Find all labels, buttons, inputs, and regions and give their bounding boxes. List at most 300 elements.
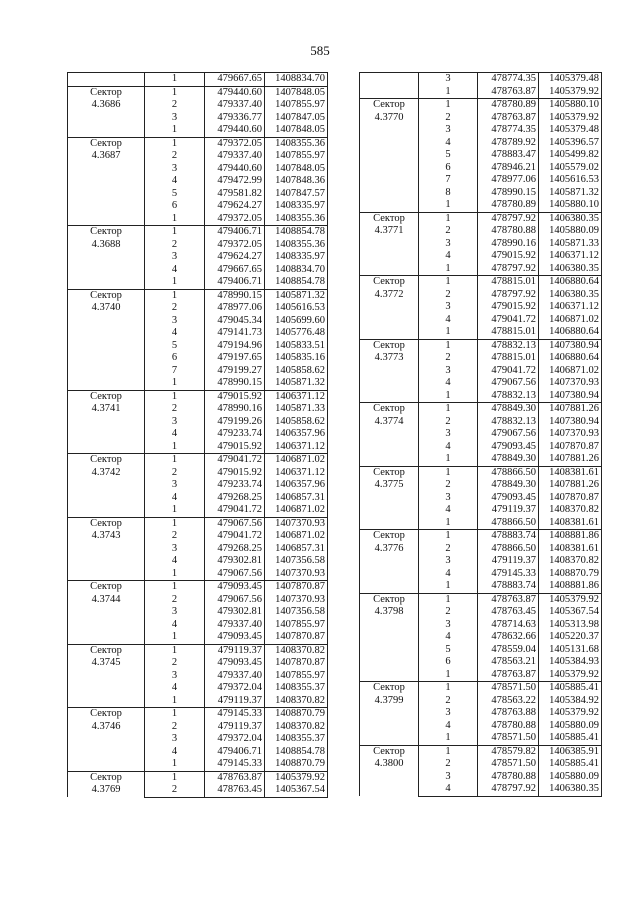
coordinate-x: 479406.71 <box>205 226 265 239</box>
coordinate-y: 1408381.61 <box>539 543 602 556</box>
point-number: 4 <box>419 504 478 517</box>
coordinate-x: 479199.26 <box>205 416 265 429</box>
coordinate-x: 479067.56 <box>205 594 265 607</box>
point-number: 4 <box>145 327 205 340</box>
point-number: 1 <box>145 441 205 454</box>
table-row <box>360 466 602 479</box>
coordinate-y: 1406880.64 <box>539 276 602 289</box>
point-number: 3 <box>419 238 478 251</box>
coordinate-y: 1406357.96 <box>265 479 328 492</box>
coordinate-y: 1407881.26 <box>539 453 602 466</box>
sector-name: Сектор 4.3798 <box>360 593 419 682</box>
coordinate-x: 478797.92 <box>478 289 539 302</box>
coordinate-x: 479015.92 <box>478 250 539 263</box>
point-number: 2 <box>419 606 478 619</box>
coordinate-y: 1405384.93 <box>539 656 602 669</box>
point-number: 8 <box>419 187 478 200</box>
point-number: 4 <box>145 264 205 277</box>
point-number: 4 <box>419 720 478 733</box>
point-number: 5 <box>419 644 478 657</box>
coordinate-x: 478780.88 <box>478 771 539 784</box>
coordinate-y: 1408381.61 <box>539 517 602 530</box>
point-number: 2 <box>145 239 205 252</box>
coordinate-y: 1406380.35 <box>539 783 602 796</box>
coordinate-y: 1405880.10 <box>539 199 602 212</box>
point-number: 1 <box>419 276 478 289</box>
point-number: 6 <box>145 200 205 213</box>
coordinate-y: 1405313.98 <box>539 619 602 632</box>
point-number: 5 <box>419 149 478 162</box>
point-number: 3 <box>419 771 478 784</box>
point-number: 3 <box>145 670 205 683</box>
table-row <box>68 644 328 657</box>
coordinate-y: 1405367.54 <box>265 784 328 797</box>
coordinate-x: 478832.13 <box>478 416 539 429</box>
coordinate-x: 478780.89 <box>478 199 539 212</box>
point-number: 3 <box>145 733 205 746</box>
point-number: 4 <box>145 619 205 632</box>
sector-name: Сектор 4.3773 <box>360 339 419 403</box>
coordinate-y: 1407847.57 <box>265 188 328 201</box>
coordinate-x: 478571.50 <box>478 682 539 695</box>
table-row <box>360 339 602 352</box>
left-column <box>67 72 328 798</box>
coordinate-x: 479067.56 <box>205 568 265 581</box>
coordinate-y: 1407870.87 <box>265 631 328 644</box>
coordinate-x: 479119.37 <box>205 695 265 708</box>
coordinate-x: 479336.77 <box>205 112 265 125</box>
sector-name: Сектор 4.3740 <box>68 289 145 390</box>
coordinate-x: 479041.72 <box>205 504 265 517</box>
coordinate-x: 478571.50 <box>478 732 539 745</box>
coordinate-x: 478780.88 <box>478 720 539 733</box>
coordinate-y: 1405871.33 <box>265 403 328 416</box>
point-number: 3 <box>145 479 205 492</box>
coordinate-y: 1407848.36 <box>265 175 328 188</box>
coordinate-x: 479015.92 <box>478 301 539 314</box>
point-number: 1 <box>419 199 478 212</box>
table-row <box>68 86 328 99</box>
point-number: 2 <box>419 479 478 492</box>
table-row <box>68 708 328 721</box>
coordinate-y: 1405379.92 <box>265 771 328 784</box>
coordinate-x: 479372.05 <box>205 213 265 226</box>
coordinate-y: 1407848.05 <box>265 124 328 137</box>
coordinate-y: 1405616.53 <box>539 174 602 187</box>
point-number: 1 <box>419 530 478 543</box>
coordinate-x: 479667.65 <box>205 264 265 277</box>
point-number: 3 <box>145 543 205 556</box>
coordinate-y: 1405379.92 <box>539 669 602 682</box>
coordinate-x: 479067.56 <box>205 517 265 530</box>
coordinate-x: 478559.04 <box>478 644 539 657</box>
coordinate-x: 478990.15 <box>205 289 265 302</box>
point-number: 4 <box>419 783 478 796</box>
coordinate-y: 1405579.02 <box>539 162 602 175</box>
point-number: 2 <box>419 695 478 708</box>
table-row <box>360 745 602 758</box>
table-row <box>360 682 602 695</box>
coordinate-x: 478849.30 <box>478 403 539 416</box>
table-row <box>360 73 602 86</box>
coordinate-x: 478797.92 <box>478 212 539 225</box>
page-number: 585 <box>310 43 330 58</box>
coordinate-x: 478990.16 <box>205 403 265 416</box>
sector-name: Сектор 4.3774 <box>360 403 419 467</box>
point-number: 1 <box>145 758 205 771</box>
coordinate-x: 479119.37 <box>205 721 265 734</box>
sector-name: Сектор 4.3741 <box>68 390 145 454</box>
coordinate-y: 1405880.09 <box>539 771 602 784</box>
point-number: 1 <box>145 644 205 657</box>
coordinate-y: 1405776.48 <box>265 327 328 340</box>
coordinate-y: 1405871.32 <box>265 289 328 302</box>
coordinate-x: 479197.65 <box>205 352 265 365</box>
coordinate-x: 479406.71 <box>205 276 265 289</box>
point-number: 4 <box>145 492 205 505</box>
coordinate-x: 479372.05 <box>205 137 265 150</box>
point-number: 5 <box>145 188 205 201</box>
coordinate-y: 1405858.62 <box>265 416 328 429</box>
point-number: 1 <box>145 695 205 708</box>
coordinate-y: 1405885.41 <box>539 758 602 771</box>
coordinate-x: 479624.27 <box>205 200 265 213</box>
coordinate-y: 1407870.87 <box>539 441 602 454</box>
coordinate-x: 478990.16 <box>478 238 539 251</box>
coordinate-x: 479119.37 <box>205 644 265 657</box>
coordinate-y: 1405379.92 <box>539 112 602 125</box>
point-number: 4 <box>419 377 478 390</box>
coordinate-x: 479268.25 <box>205 543 265 556</box>
point-number: 1 <box>145 289 205 302</box>
point-number: 6 <box>419 162 478 175</box>
coordinate-x: 478763.87 <box>478 593 539 606</box>
coordinate-x: 479667.65 <box>205 73 265 87</box>
coordinate-x: 478563.22 <box>478 695 539 708</box>
coordinate-y: 1406857.31 <box>265 492 328 505</box>
point-number: 3 <box>145 416 205 429</box>
table-row <box>68 289 328 302</box>
coordinate-x: 479041.72 <box>478 314 539 327</box>
coordinate-y: 1406871.02 <box>265 504 328 517</box>
coordinate-y: 1408370.82 <box>539 504 602 517</box>
coordinate-x: 478815.01 <box>478 276 539 289</box>
coordinate-x: 478815.01 <box>478 352 539 365</box>
point-number: 2 <box>145 150 205 163</box>
sector-name <box>68 73 145 87</box>
point-number: 1 <box>419 745 478 758</box>
coordinate-y: 1408834.70 <box>265 73 328 87</box>
coordinate-y: 1407380.94 <box>539 416 602 429</box>
point-number: 1 <box>419 339 478 352</box>
coordinate-x: 479015.92 <box>205 467 265 480</box>
point-number: 4 <box>145 428 205 441</box>
coordinate-y: 1408834.70 <box>265 264 328 277</box>
coordinate-x: 478763.87 <box>478 86 539 99</box>
point-number: 1 <box>145 454 205 467</box>
sector-name <box>360 73 419 99</box>
coordinate-y: 1407370.93 <box>265 517 328 530</box>
table-row <box>68 517 328 530</box>
coordinate-y: 1408370.82 <box>265 721 328 734</box>
coordinate-y: 1405699.60 <box>265 315 328 328</box>
coordinate-x: 478579.82 <box>478 745 539 758</box>
coordinate-x: 479145.33 <box>478 568 539 581</box>
coordinate-y: 1405616.53 <box>265 302 328 315</box>
coordinate-y: 1407356.58 <box>265 555 328 568</box>
coordinate-x: 478563.21 <box>478 656 539 669</box>
coordinate-y: 1408381.61 <box>539 466 602 479</box>
point-number: 1 <box>419 326 478 339</box>
coordinate-x: 479067.56 <box>478 377 539 390</box>
coordinate-x: 478866.50 <box>478 466 539 479</box>
coordinate-x: 478832.13 <box>478 339 539 352</box>
coordinate-y: 1407370.93 <box>539 428 602 441</box>
point-number: 1 <box>419 466 478 479</box>
table-row <box>360 99 602 112</box>
point-number: 3 <box>419 124 478 137</box>
coordinate-y: 1405379.92 <box>539 707 602 720</box>
coordinate-y: 1405880.10 <box>539 99 602 112</box>
coordinate-y: 1407881.26 <box>539 479 602 492</box>
point-number: 2 <box>145 302 205 315</box>
coordinate-y: 1405131.68 <box>539 644 602 657</box>
table-row <box>68 73 328 87</box>
point-number: 1 <box>145 124 205 137</box>
coordinate-x: 478763.88 <box>478 707 539 720</box>
point-number: 3 <box>419 619 478 632</box>
point-number: 1 <box>419 263 478 276</box>
coordinate-x: 479440.60 <box>205 163 265 176</box>
point-number: 1 <box>145 226 205 239</box>
coordinate-x: 478780.88 <box>478 225 539 238</box>
sector-name: Сектор 4.3770 <box>360 99 419 213</box>
table-row <box>360 403 602 416</box>
coordinate-x: 479302.81 <box>205 606 265 619</box>
point-number: 2 <box>419 352 478 365</box>
coordinate-y: 1405384.92 <box>539 695 602 708</box>
coordinate-y: 1408881.86 <box>539 580 602 593</box>
point-number: 7 <box>419 174 478 187</box>
coordinate-x: 478774.35 <box>478 124 539 137</box>
sector-name: Сектор 4.3686 <box>68 86 145 137</box>
coordinate-x: 479041.72 <box>478 365 539 378</box>
point-number: 1 <box>145 276 205 289</box>
sector-name: Сектор 4.3776 <box>360 530 419 594</box>
coordinate-x: 479119.37 <box>478 504 539 517</box>
sector-name: Сектор 4.3688 <box>68 226 145 290</box>
coordinate-y: 1408870.79 <box>265 708 328 721</box>
point-number: 1 <box>145 517 205 530</box>
point-number: 1 <box>145 137 205 150</box>
coordinate-x: 479041.72 <box>205 530 265 543</box>
sector-name: Сектор 4.3743 <box>68 517 145 581</box>
point-number: 2 <box>145 721 205 734</box>
point-number: 1 <box>145 568 205 581</box>
coordinate-x: 479624.27 <box>205 251 265 264</box>
point-number: 2 <box>419 416 478 429</box>
coordinate-x: 478990.15 <box>478 187 539 200</box>
coordinate-y: 1406871.02 <box>539 314 602 327</box>
coordinate-y: 1405871.32 <box>265 377 328 390</box>
point-number: 4 <box>419 568 478 581</box>
coordinate-x: 478866.50 <box>478 517 539 530</box>
coordinate-x: 479093.45 <box>205 657 265 670</box>
coordinate-x: 479093.45 <box>478 441 539 454</box>
coordinate-x: 479145.33 <box>205 758 265 771</box>
point-number: 3 <box>419 492 478 505</box>
coordinate-x: 478815.01 <box>478 326 539 339</box>
table-row <box>68 226 328 239</box>
coordinate-x: 479440.60 <box>205 124 265 137</box>
sector-name: Сектор 4.3745 <box>68 644 145 708</box>
coordinate-y: 1405880.09 <box>539 720 602 733</box>
coordinate-x: 479015.92 <box>205 390 265 403</box>
coordinate-y: 1407855.97 <box>265 99 328 112</box>
coordinate-x: 478571.50 <box>478 758 539 771</box>
point-number: 3 <box>419 428 478 441</box>
coordinate-y: 1406871.02 <box>265 530 328 543</box>
coordinate-x: 479067.56 <box>478 428 539 441</box>
coordinate-y: 1407855.97 <box>265 150 328 163</box>
coordinate-y: 1405880.09 <box>539 225 602 238</box>
coordinate-x: 478797.92 <box>478 263 539 276</box>
coordinate-y: 1405871.33 <box>539 238 602 251</box>
coordinate-y: 1406857.31 <box>265 543 328 556</box>
point-number: 2 <box>419 112 478 125</box>
coordinate-y: 1407855.97 <box>265 670 328 683</box>
coordinate-x: 479268.25 <box>205 492 265 505</box>
sector-name: Сектор 4.3746 <box>68 708 145 772</box>
coordinate-x: 478763.87 <box>205 771 265 784</box>
coordinate-x: 478714.63 <box>478 619 539 632</box>
coordinate-x: 479472.99 <box>205 175 265 188</box>
coordinate-x: 478632.66 <box>478 631 539 644</box>
coordinate-x: 478849.30 <box>478 479 539 492</box>
coordinate-y: 1407855.97 <box>265 619 328 632</box>
point-number: 4 <box>419 314 478 327</box>
coordinate-x: 478883.74 <box>478 580 539 593</box>
coordinate-x: 478832.13 <box>478 390 539 403</box>
coordinate-x: 479093.45 <box>205 581 265 594</box>
coordinate-y: 1405871.32 <box>539 187 602 200</box>
coordinate-y: 1408335.97 <box>265 251 328 264</box>
point-number: 1 <box>419 453 478 466</box>
coordinate-x: 478946.21 <box>478 162 539 175</box>
coordinate-x: 479199.27 <box>205 365 265 378</box>
coordinate-y: 1405885.41 <box>539 682 602 695</box>
coordinate-x: 478977.06 <box>205 302 265 315</box>
point-number: 3 <box>145 251 205 264</box>
point-number: 2 <box>145 594 205 607</box>
coordinate-x: 479045.34 <box>205 315 265 328</box>
coordinate-y: 1408355.36 <box>265 137 328 150</box>
coordinate-y: 1408335.97 <box>265 200 328 213</box>
coordinate-y: 1407870.87 <box>265 581 328 594</box>
point-number: 1 <box>145 390 205 403</box>
sector-name: Сектор 4.3772 <box>360 276 419 340</box>
coordinate-y: 1406357.96 <box>265 428 328 441</box>
point-number: 4 <box>419 631 478 644</box>
coordinate-x: 479302.81 <box>205 555 265 568</box>
coordinate-y: 1405379.92 <box>539 86 602 99</box>
coordinate-x: 479372.04 <box>205 682 265 695</box>
coordinate-x: 479141.73 <box>205 327 265 340</box>
coordinate-y: 1408355.36 <box>265 239 328 252</box>
right-column <box>359 72 602 797</box>
coordinate-x: 479093.45 <box>478 492 539 505</box>
coordinate-x: 479194.96 <box>205 340 265 353</box>
coordinate-x: 479337.40 <box>205 619 265 632</box>
coordinate-y: 1408355.36 <box>265 213 328 226</box>
table-row <box>68 390 328 403</box>
coordinate-x: 479233.74 <box>205 479 265 492</box>
coordinate-y: 1408370.82 <box>265 695 328 708</box>
coordinate-y: 1405396.57 <box>539 137 602 150</box>
coordinate-x: 478789.92 <box>478 137 539 150</box>
coordinate-x: 479119.37 <box>478 555 539 568</box>
point-number: 4 <box>419 250 478 263</box>
coordinate-x: 478849.30 <box>478 453 539 466</box>
point-number: 1 <box>419 580 478 593</box>
point-number: 1 <box>419 682 478 695</box>
point-number: 1 <box>419 593 478 606</box>
coordinate-x: 478763.87 <box>478 669 539 682</box>
coordinate-y: 1406380.35 <box>539 289 602 302</box>
coordinate-y: 1406880.64 <box>539 352 602 365</box>
table-row <box>68 771 328 784</box>
coordinate-y: 1408370.82 <box>265 644 328 657</box>
point-number: 7 <box>145 365 205 378</box>
point-number: 4 <box>419 137 478 150</box>
point-number: 3 <box>419 301 478 314</box>
coordinate-y: 1407380.94 <box>539 339 602 352</box>
coordinate-x: 478763.45 <box>478 606 539 619</box>
coordinates-table-left <box>67 72 328 798</box>
sector-name: Сектор 4.3687 <box>68 137 145 226</box>
coordinate-y: 1407848.05 <box>265 86 328 99</box>
coordinate-x: 478763.87 <box>478 112 539 125</box>
point-number: 3 <box>145 112 205 125</box>
point-number: 2 <box>145 467 205 480</box>
point-number: 2 <box>419 225 478 238</box>
coordinate-x: 479337.40 <box>205 670 265 683</box>
point-number: 2 <box>419 758 478 771</box>
coordinate-y: 1406371.12 <box>265 467 328 480</box>
coordinate-y: 1408355.37 <box>265 733 328 746</box>
coordinate-x: 478883.74 <box>478 530 539 543</box>
coordinate-y: 1405858.62 <box>265 365 328 378</box>
table-row <box>68 454 328 467</box>
point-number: 1 <box>145 73 205 87</box>
point-number: 3 <box>145 606 205 619</box>
coordinate-y: 1407370.93 <box>265 594 328 607</box>
coordinate-y: 1408854.78 <box>265 226 328 239</box>
point-number: 3 <box>145 315 205 328</box>
table-row <box>360 593 602 606</box>
point-number: 3 <box>419 555 478 568</box>
coordinate-x: 479233.74 <box>205 428 265 441</box>
coordinate-x: 478797.92 <box>478 783 539 796</box>
coordinate-y: 1405379.92 <box>539 593 602 606</box>
coordinate-y: 1407380.94 <box>539 390 602 403</box>
point-number: 1 <box>419 390 478 403</box>
coordinate-y: 1407370.93 <box>265 568 328 581</box>
sector-name: Сектор 4.3800 <box>360 745 419 796</box>
point-number: 2 <box>145 403 205 416</box>
table-row <box>68 137 328 150</box>
coordinate-x: 479440.60 <box>205 86 265 99</box>
